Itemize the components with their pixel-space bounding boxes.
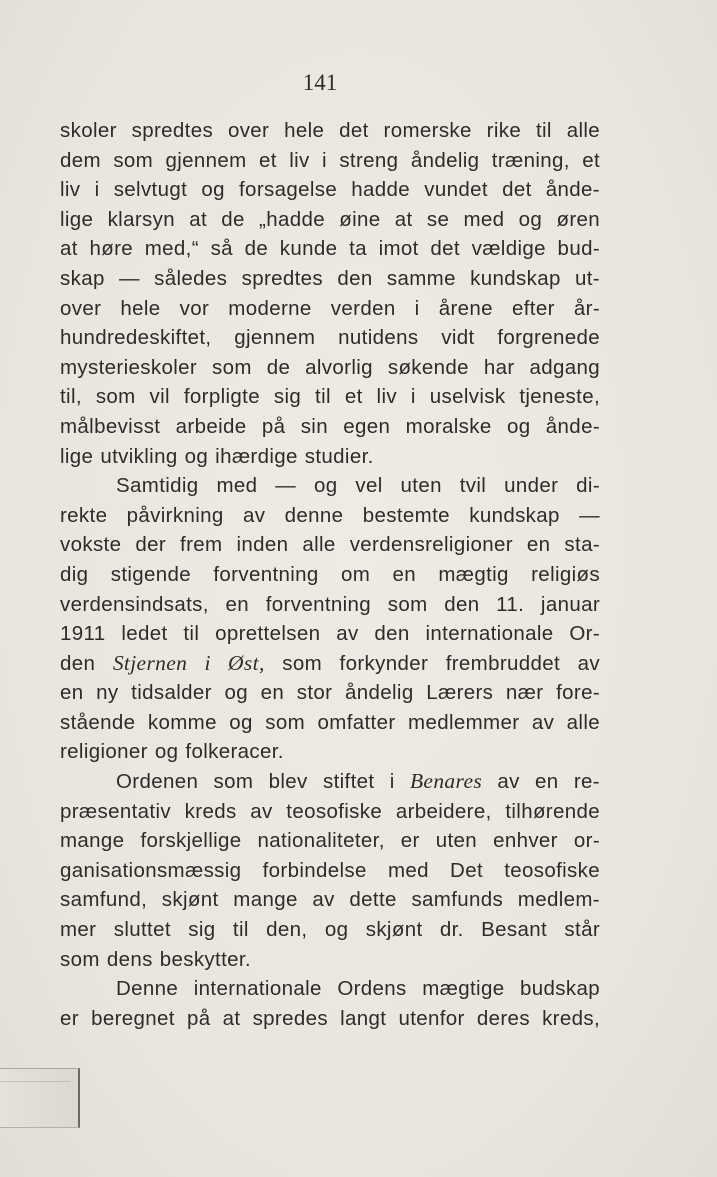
text-line: lige utvikling og ihærdige studier. [60,444,374,468]
text-line: mysterieskoler som de alvorlig søkende har adgang [60,355,600,379]
text-line: samfund, skjønt mange av dette samfunds medlem- [60,888,600,912]
text-segment: av en re- [482,770,600,794]
text-line [60,767,600,797]
text-line: 1911 ledet til oprettelsen av den internationale Or- [60,622,600,646]
text-line: skap — således spredtes den samme kundskap ut- [60,266,600,290]
text-segment: Ordenen som blev stiftet i [116,770,410,794]
text-line [60,649,600,679]
text-line: som dens beskytter. [60,947,251,971]
text-line: skoler spredtes over hele det romerske rike til alle [60,119,600,142]
text-segment: den [60,651,113,675]
text-line: Denne internationale Ordens mægtige budskap [116,977,600,1001]
text-line: til, som vil forpligte sig til et liv i uselvisk tjeneste, [60,385,600,409]
text-line: vokste der frem inden alle verdensreligioner en sta- [60,533,600,557]
text-line: hundredeskiftet, gjennem nutidens vidt forgrenede [60,326,600,350]
text-line: Samtidig med — og vel uten tvil under di- [116,474,600,498]
text-line: ganisationsmæssig forbindelse med Det teosofiske [60,858,600,882]
text-line: stående komme og som omfatter medlemmer av alle [60,710,600,734]
page-edge-tab [0,1068,80,1128]
text-line: over hele vor moderne verden i årene efter år- [60,296,600,320]
text-line: en ny tidsalder og en stor åndelig Lærers nær fore- [60,681,600,705]
text-line: at høre med,“ så de kunde ta imot det vældige bud- [60,237,600,261]
text-line: mange forskjellige nationaliteter, er uten enhver or- [60,829,600,853]
page-number: 141 [302,70,338,95]
page-edge-tab-line [0,1081,70,1082]
text-line: præsentativ kreds av teosofiske arbeidere, tilhørende [60,799,600,823]
text-segment: som forkynder frembruddet av [264,651,600,675]
text-line: dem som gjennem et liv i streng åndelig træning, et [60,148,600,172]
text-line: verdensindsats, en forventning som den 11. januar [60,592,600,616]
text-line: er beregnet på at spredes langt utenfor deres kreds, [60,1006,600,1030]
text-line: målbevisst arbeide på sin egen moralske og ånde- [60,414,600,438]
italic-name: Stjernen i Øst, [112,650,265,675]
text-line: liv i selvtugt og forsagelse hadde vundet det ånde- [60,178,600,202]
italic-name: Benares [409,769,483,794]
text-line: mer sluttet sig til den, og skjønt dr. Besant står [60,918,600,942]
text-line: religioner og folkeracer. [60,740,284,764]
text-line: rekte påvirkning av denne bestemte kundskap — [60,503,600,527]
text-line: dig stigende forventning om en mægtig religiøs [60,562,600,586]
body-text [60,116,600,1033]
text-line: lige klarsyn at de „hadde øine at se med og øren [60,207,600,231]
